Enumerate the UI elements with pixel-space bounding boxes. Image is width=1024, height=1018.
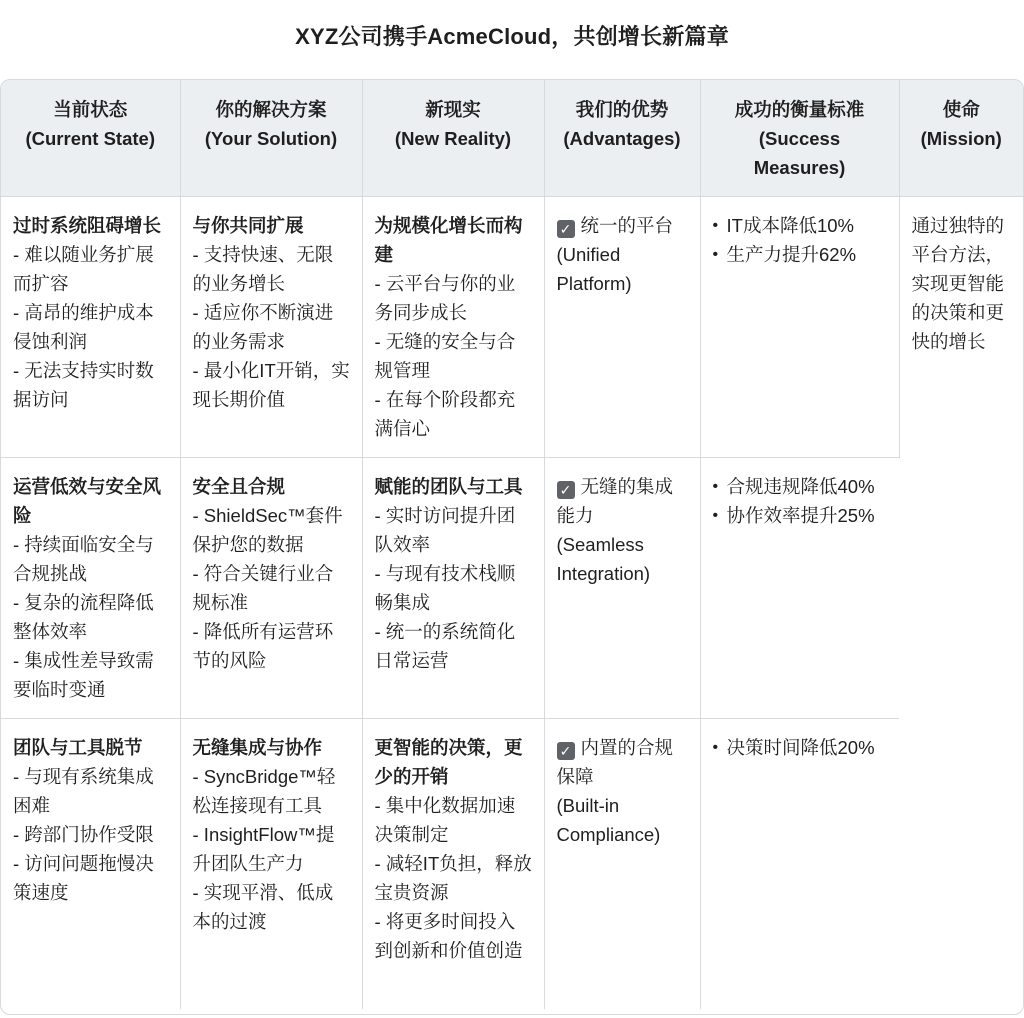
measures-list: [713, 472, 890, 530]
header-your-solution: [180, 80, 362, 197]
cell-title: 无缝集成与协作: [192, 737, 323, 758]
cell-title: 过时系统阻碍增长: [13, 215, 162, 236]
cell-current-state: [1, 197, 180, 458]
header-label-zh: 当前状态: [53, 99, 128, 120]
cell-new-reality: [362, 719, 544, 1010]
advantage-label-zh: 统一的平台: [580, 215, 674, 236]
cell-title: 安全且合规: [192, 476, 286, 497]
list-item: - 在每个阶段都充满信心: [374, 389, 516, 439]
header-label-zh: 成功的衡量标准: [734, 99, 865, 120]
header-advantages: [544, 80, 700, 197]
list-item: - 高昂的维护成本侵蚀利润: [13, 302, 154, 352]
cell-title: 为规模化增长而构建: [374, 215, 523, 265]
cell-title: 运营低效与安全风险: [13, 476, 162, 526]
advantage-label-zh: 无缝的集成能力: [556, 476, 674, 526]
header-current-state: [1, 80, 180, 197]
list-item: - 支持快速、无限的业务增长: [192, 244, 334, 294]
list-item: - InsightFlow™提升团队生产力: [192, 824, 335, 874]
header-new-reality: [362, 80, 544, 197]
table-header-row: [1, 80, 1023, 197]
list-item: - 难以随业务扩展而扩容: [13, 244, 154, 294]
cell-current-state: [1, 719, 180, 1010]
list-item: - 访问问题拖慢决策速度: [13, 853, 154, 903]
list-item: • 协作效率提升25%: [713, 501, 890, 530]
cell-success-measures: [700, 197, 899, 458]
header-label-en: (Your Solution): [204, 128, 338, 149]
list-item: - 复杂的流程降低整体效率: [13, 592, 154, 642]
list-item: - ShieldSec™套件保护您的数据: [192, 505, 343, 555]
list-item: - 与现有技术栈顺畅集成: [374, 563, 516, 613]
measures-list: [713, 211, 889, 269]
list-item: - 跨部门协作受限: [13, 824, 154, 845]
advantage-label-zh: 内置的合规保障: [556, 737, 674, 787]
checkbox-checked-icon: ✓: [557, 481, 575, 499]
header-mission: [899, 80, 1023, 197]
list-item: - SyncBridge™轻松连接现有工具: [192, 766, 336, 816]
comparison-table: [0, 79, 1024, 1015]
measures-list: [713, 733, 890, 762]
list-item: • IT成本降低10%: [713, 211, 889, 240]
cell-success-measures: [700, 719, 899, 1010]
table-row: [1, 458, 1023, 719]
list-item: - 集成性差导致需要临时变通: [13, 650, 154, 700]
table-row: [1, 719, 1023, 1010]
list-item: - 减轻IT负担，释放宝贵资源: [374, 853, 532, 903]
advantage-label-en: (Built-in Compliance): [556, 795, 661, 845]
list-item: • 生产力提升62%: [713, 240, 889, 269]
cell-mission: [899, 197, 1023, 1010]
list-item: - 最小化IT开销，实现长期价值: [192, 360, 350, 410]
cell-success-measures: [700, 458, 899, 719]
cell-title: 更智能的决策，更少的开销: [374, 737, 523, 787]
header-label-en: (Success Measures): [753, 128, 846, 178]
list-item: - 持续面临安全与合规挑战: [13, 534, 154, 584]
checkbox-checked-icon: ✓: [557, 220, 575, 238]
cell-title: 与你共同扩展: [192, 215, 304, 236]
list-item: - 适应你不断演进的业务需求: [192, 302, 334, 352]
table-row: [1, 197, 1023, 458]
advantage-label-en: (Seamless Integration): [556, 534, 651, 584]
page-title: XYZ公司携手AcmeCloud，共创增长新篇章: [295, 24, 729, 49]
header-success-measures: [700, 80, 899, 197]
advantage-label-en: (Unified Platform): [556, 244, 632, 294]
header-label-zh: 我们的优势: [575, 99, 669, 120]
header-label-zh: 你的解决方案: [215, 99, 327, 120]
cell-new-reality: [362, 458, 544, 719]
header-label-en: (Advantages): [563, 128, 681, 149]
list-item: - 无法支持实时数据访问: [13, 360, 154, 410]
header-label-en: (Current State): [25, 128, 155, 149]
list-item: - 无缝的安全与合规管理: [374, 331, 516, 381]
list-item: • 决策时间降低20%: [713, 733, 890, 762]
header-label-zh: 新现实: [425, 99, 481, 120]
list-item: - 将更多时间投入到创新和价值创造: [374, 911, 523, 961]
table: [1, 80, 1023, 1009]
cell-title: 赋能的团队与工具: [374, 476, 523, 497]
cell-advantage: [544, 458, 700, 719]
list-item: - 实时访问提升团队效率: [374, 505, 516, 555]
checkbox-checked-icon: ✓: [557, 742, 575, 760]
cell-new-reality: [362, 197, 544, 458]
list-item: - 与现有系统集成困难: [13, 766, 154, 816]
cell-your-solution: [180, 197, 362, 458]
list-item: • 合规违规降低40%: [713, 472, 890, 501]
mission-text: 通过独特的平台方法，实现更智能的决策和更快的增长: [911, 215, 1005, 352]
cell-advantage: [544, 197, 700, 458]
cell-your-solution: [180, 719, 362, 1010]
header-label-zh: 使命: [942, 99, 980, 120]
header-label-en: (Mission): [920, 128, 1002, 149]
cell-current-state: [1, 458, 180, 719]
list-item: - 集中化数据加速决策制定: [374, 795, 516, 845]
cell-your-solution: [180, 458, 362, 719]
header-label-en: (New Reality): [394, 128, 512, 149]
list-item: - 实现平滑、低成本的过渡: [192, 882, 334, 932]
cell-title: 团队与工具脱节: [13, 737, 143, 758]
list-item: - 降低所有运营环节的风险: [192, 621, 334, 671]
list-item: - 符合关键行业合规标准: [192, 563, 334, 613]
cell-advantage: [544, 719, 700, 1010]
list-item: - 统一的系统简化日常运营: [374, 621, 516, 671]
list-item: - 云平台与你的业务同步成长: [374, 273, 516, 323]
